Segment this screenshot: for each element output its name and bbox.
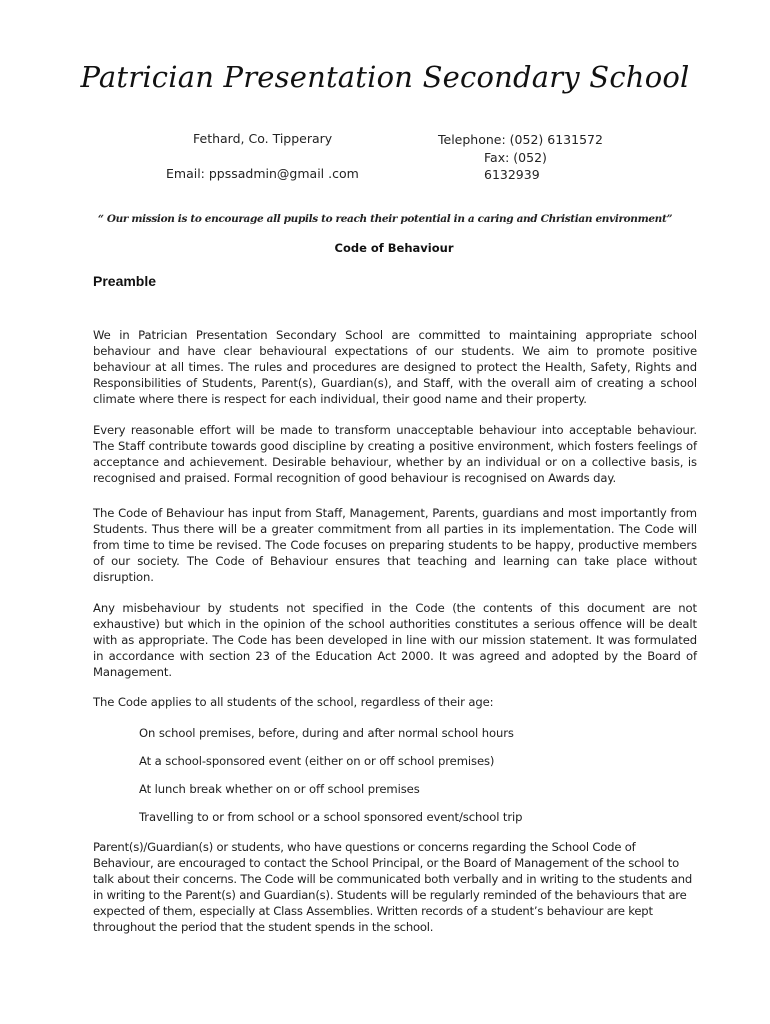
list-item: At a school-sponsored event (either on or off school premises) — [139, 754, 495, 768]
contact-numbers — [438, 131, 603, 184]
document-title: Code of Behaviour — [334, 241, 454, 255]
fax-number-line2: 6132939 — [484, 167, 540, 182]
mission-statement: “ Our mission is to encourage all pupils to reach their potential in a caring and Christian environment” — [97, 213, 673, 225]
list-item: At lunch break whether on or off school premises — [139, 782, 420, 796]
applies-list — [139, 725, 522, 837]
fax-number-line1: Fax: (052) — [484, 149, 547, 165]
telephone-number: Telephone: (052) 6131572 — [438, 132, 603, 147]
school-name-heading: Patrician Presentation Secondary School — [80, 60, 690, 94]
list-item: Travelling to or from school or a school sponsored event/school trip — [139, 810, 523, 824]
paragraph-misbehaviour: Any misbehaviour by students not specified in the Code (the contents of this document are not exhaustive) but which in the opinion of the school authorities constitutes a serious offence will be dealt with as appropriate. The Code has been developed in line with our mission statement. It was formulated in accordance with section 23 of the Education Act 2000. It was agreed and adopted by the Board of Management. — [93, 601, 697, 680]
school-address: Fethard, Co. Tipperary — [193, 131, 333, 146]
list-item: On school premises, before, during and after normal school hours — [139, 726, 514, 740]
paragraph-commitment: We in Patrician Presentation Secondary School are committed to maintaining appropriate school behaviour and have clear behavioural expectations of our students. We aim to promote positive behaviour at all times. The rules and procedures are designed to protect the Health, Safety, Rights and Responsibilities of Students, Parent(s), Guardian(s), and Staff, with the overall aim of creating a school climate where there is respect for each individual, their good name and their property. — [93, 328, 697, 407]
paragraph-code-input: The Code of Behaviour has input from Staff, Management, Parents, guardians and most importantly from Students. Thus there will be a greater commitment from all parties in its implementation. The Code will from time to time be revised. The Code focuses on preparing students to be happy, productive members of our society. The Code of Behaviour ensures that teaching and learning can take place without disruption. — [93, 506, 697, 585]
paragraph-parent-concerns: Parent(s)/Guardian(s) or students, who have questions or concerns regarding the School Code of Behaviour, are encouraged to contact the School Principal, or the Board of Management of the school to talk about their concerns. The Code will be communicated both verbally and in writing to the students and in writing to the Parent(s) and Guardian(s). Students will be regularly reminded of the behaviours that are expected of them, especially at Class Assemblies. Written records of a student’s behaviour are kept throughout the period that the student spends in the school. — [93, 840, 693, 935]
section-heading-preamble: Preamble — [93, 273, 157, 289]
paragraph-positive-behaviour: Every reasonable effort will be made to transform unacceptable behaviour into acceptable behaviour. The Staff contribute towards good discipline by creating a positive environment, which fosters feelings of acceptance and achievement. Desirable behaviour, whether by an individual or on a collective basis, is recognised and praised. Formal recognition of good behaviour is recognised on Awards day. — [93, 423, 697, 486]
school-email: Email: ppssadmin@gmail .com — [166, 166, 359, 181]
paragraph-code-applies: The Code applies to all students of the school, regardless of their age: — [93, 695, 494, 709]
